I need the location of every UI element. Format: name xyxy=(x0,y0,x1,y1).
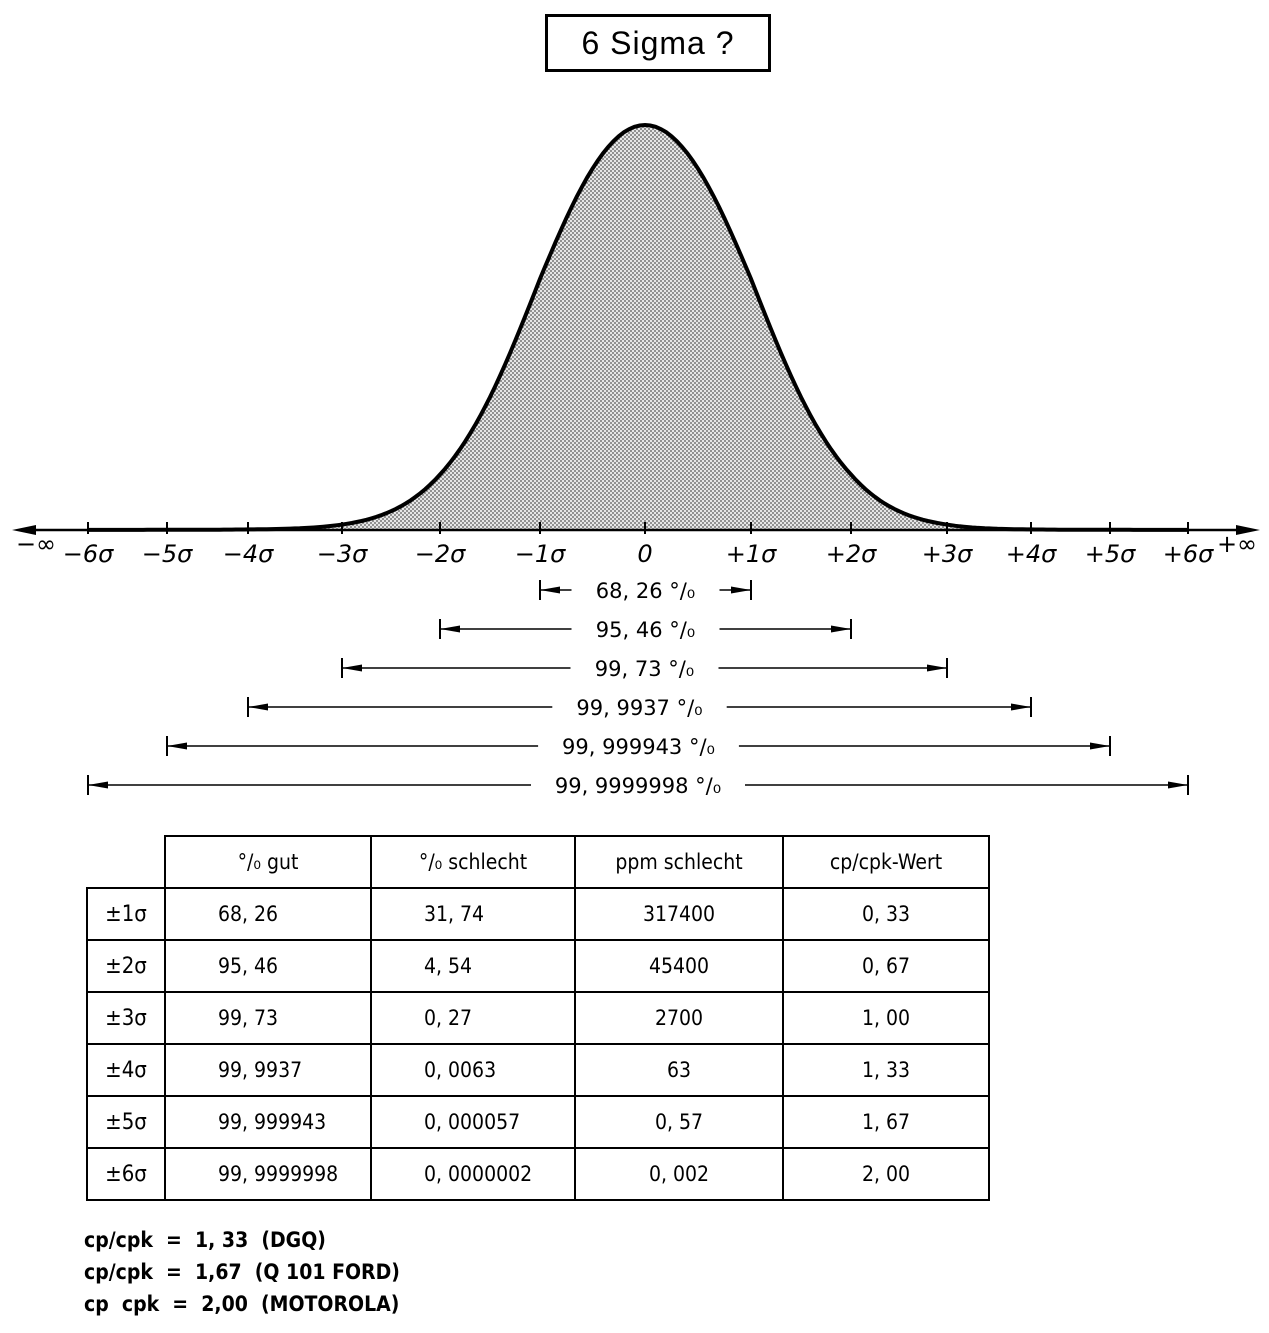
row-label: ±4σ xyxy=(87,1044,165,1096)
note-dgq: cp/cpk = 1, 33 (DGQ) xyxy=(84,1228,326,1252)
row-label: ±1σ xyxy=(87,888,165,940)
cell-ppm: 45400 xyxy=(575,940,783,992)
page-title: 6 Sigma ? xyxy=(545,14,771,72)
x-tick-label: +3σ xyxy=(921,540,973,568)
range-indicator xyxy=(248,696,1031,720)
x-tick-label: +4σ xyxy=(1005,540,1057,568)
cell-gut: 95, 46 xyxy=(165,940,371,992)
x-tick-label: −5σ xyxy=(141,540,193,568)
cell-schlecht: 0, 0063 xyxy=(371,1044,575,1096)
x-tick-label: +6σ xyxy=(1162,540,1214,568)
range-arrow-left-icon xyxy=(540,587,560,594)
note-ford: cp/cpk = 1,67 (Q 101 FORD) xyxy=(84,1260,400,1284)
axis-end-label-left: −∞ xyxy=(15,530,57,558)
range-label: 99, 9999998 °/₀ xyxy=(554,774,722,798)
cell-schlecht: 4, 54 xyxy=(371,940,575,992)
table-row xyxy=(87,940,989,992)
cell-gut: 99, 9937 xyxy=(165,1044,371,1096)
range-label: 99, 999943 °/₀ xyxy=(562,735,715,759)
header-schlecht: °/₀ schlecht xyxy=(371,836,575,888)
row-label: ±6σ xyxy=(87,1148,165,1200)
cell-gut: 99, 999943 xyxy=(165,1096,371,1148)
cell-cpk: 0, 67 xyxy=(783,940,989,992)
x-tick-label: +2σ xyxy=(825,540,877,568)
cell-cpk: 1, 33 xyxy=(783,1044,989,1096)
range-indicator xyxy=(342,657,947,681)
x-tick-label: −1σ xyxy=(514,540,566,568)
cell-cpk: 1, 67 xyxy=(783,1096,989,1148)
range-arrow-left-icon xyxy=(248,704,268,711)
cell-ppm: 0, 002 xyxy=(575,1148,783,1200)
range-arrow-left-icon xyxy=(342,665,362,672)
cell-cpk: 2, 00 xyxy=(783,1148,989,1200)
x-tick-label: −4σ xyxy=(222,540,274,568)
curve-area-fill xyxy=(88,125,1188,530)
range-arrow-left-icon xyxy=(440,626,460,633)
row-label: ±2σ xyxy=(87,940,165,992)
cell-ppm: 317400 xyxy=(575,888,783,940)
range-arrow-right-icon xyxy=(927,665,947,672)
cell-ppm: 2700 xyxy=(575,992,783,1044)
x-tick-label: +1σ xyxy=(725,540,777,568)
x-tick-label: +5σ xyxy=(1084,540,1136,568)
note-motorola: cp cpk = 2,00 (MOTOROLA) xyxy=(84,1292,400,1316)
x-tick-label: −2σ xyxy=(414,540,466,568)
axis-end-label-right: +∞ xyxy=(1216,530,1258,558)
cell-cpk: 1, 00 xyxy=(783,992,989,1044)
cell-ppm: 63 xyxy=(575,1044,783,1096)
cell-gut: 99, 73 xyxy=(165,992,371,1044)
header-cpk: cp/cpk-Wert xyxy=(783,836,989,888)
cell-gut: 99, 9999998 xyxy=(165,1148,371,1200)
range-arrow-right-icon xyxy=(1168,782,1188,789)
cell-gut: 68, 26 xyxy=(165,888,371,940)
range-arrow-right-icon xyxy=(731,587,751,594)
x-tick-label: −6σ xyxy=(62,540,114,568)
range-indicator xyxy=(540,579,751,603)
table-row xyxy=(87,992,989,1044)
cell-ppm: 0, 57 xyxy=(575,1096,783,1148)
range-arrow-right-icon xyxy=(1011,704,1031,711)
range-label: 99, 73 °/₀ xyxy=(594,657,695,681)
range-label: 68, 26 °/₀ xyxy=(595,579,696,603)
table-row xyxy=(87,1148,989,1200)
row-label: ±3σ xyxy=(87,992,165,1044)
range-arrow-left-icon xyxy=(88,782,108,789)
range-arrow-left-icon xyxy=(167,743,187,750)
x-tick-label: −3σ xyxy=(316,540,368,568)
cell-schlecht: 0, 000057 xyxy=(371,1096,575,1148)
range-arrow-right-icon xyxy=(831,626,851,633)
cell-schlecht: 31, 74 xyxy=(371,888,575,940)
range-indicator xyxy=(167,735,1110,759)
range-label: 99, 9937 °/₀ xyxy=(576,696,703,720)
range-indicator xyxy=(88,774,1188,798)
x-tick-label: 0 xyxy=(637,540,653,568)
row-label: ±5σ xyxy=(87,1096,165,1148)
table-corner-cell xyxy=(87,836,165,888)
sigma-table xyxy=(86,835,990,1201)
table-row xyxy=(87,1044,989,1096)
table-header-row xyxy=(87,836,989,888)
range-label: 95, 46 °/₀ xyxy=(595,618,696,642)
table-row xyxy=(87,1096,989,1148)
header-gut: °/₀ gut xyxy=(165,836,371,888)
range-arrow-right-icon xyxy=(1090,743,1110,750)
cell-schlecht: 0, 0000002 xyxy=(371,1148,575,1200)
cell-cpk: 0, 33 xyxy=(783,888,989,940)
notes xyxy=(84,1224,400,1320)
header-ppm: ppm schlecht xyxy=(575,836,783,888)
cell-schlecht: 0, 27 xyxy=(371,992,575,1044)
range-indicator xyxy=(440,618,851,642)
table-row xyxy=(87,888,989,940)
